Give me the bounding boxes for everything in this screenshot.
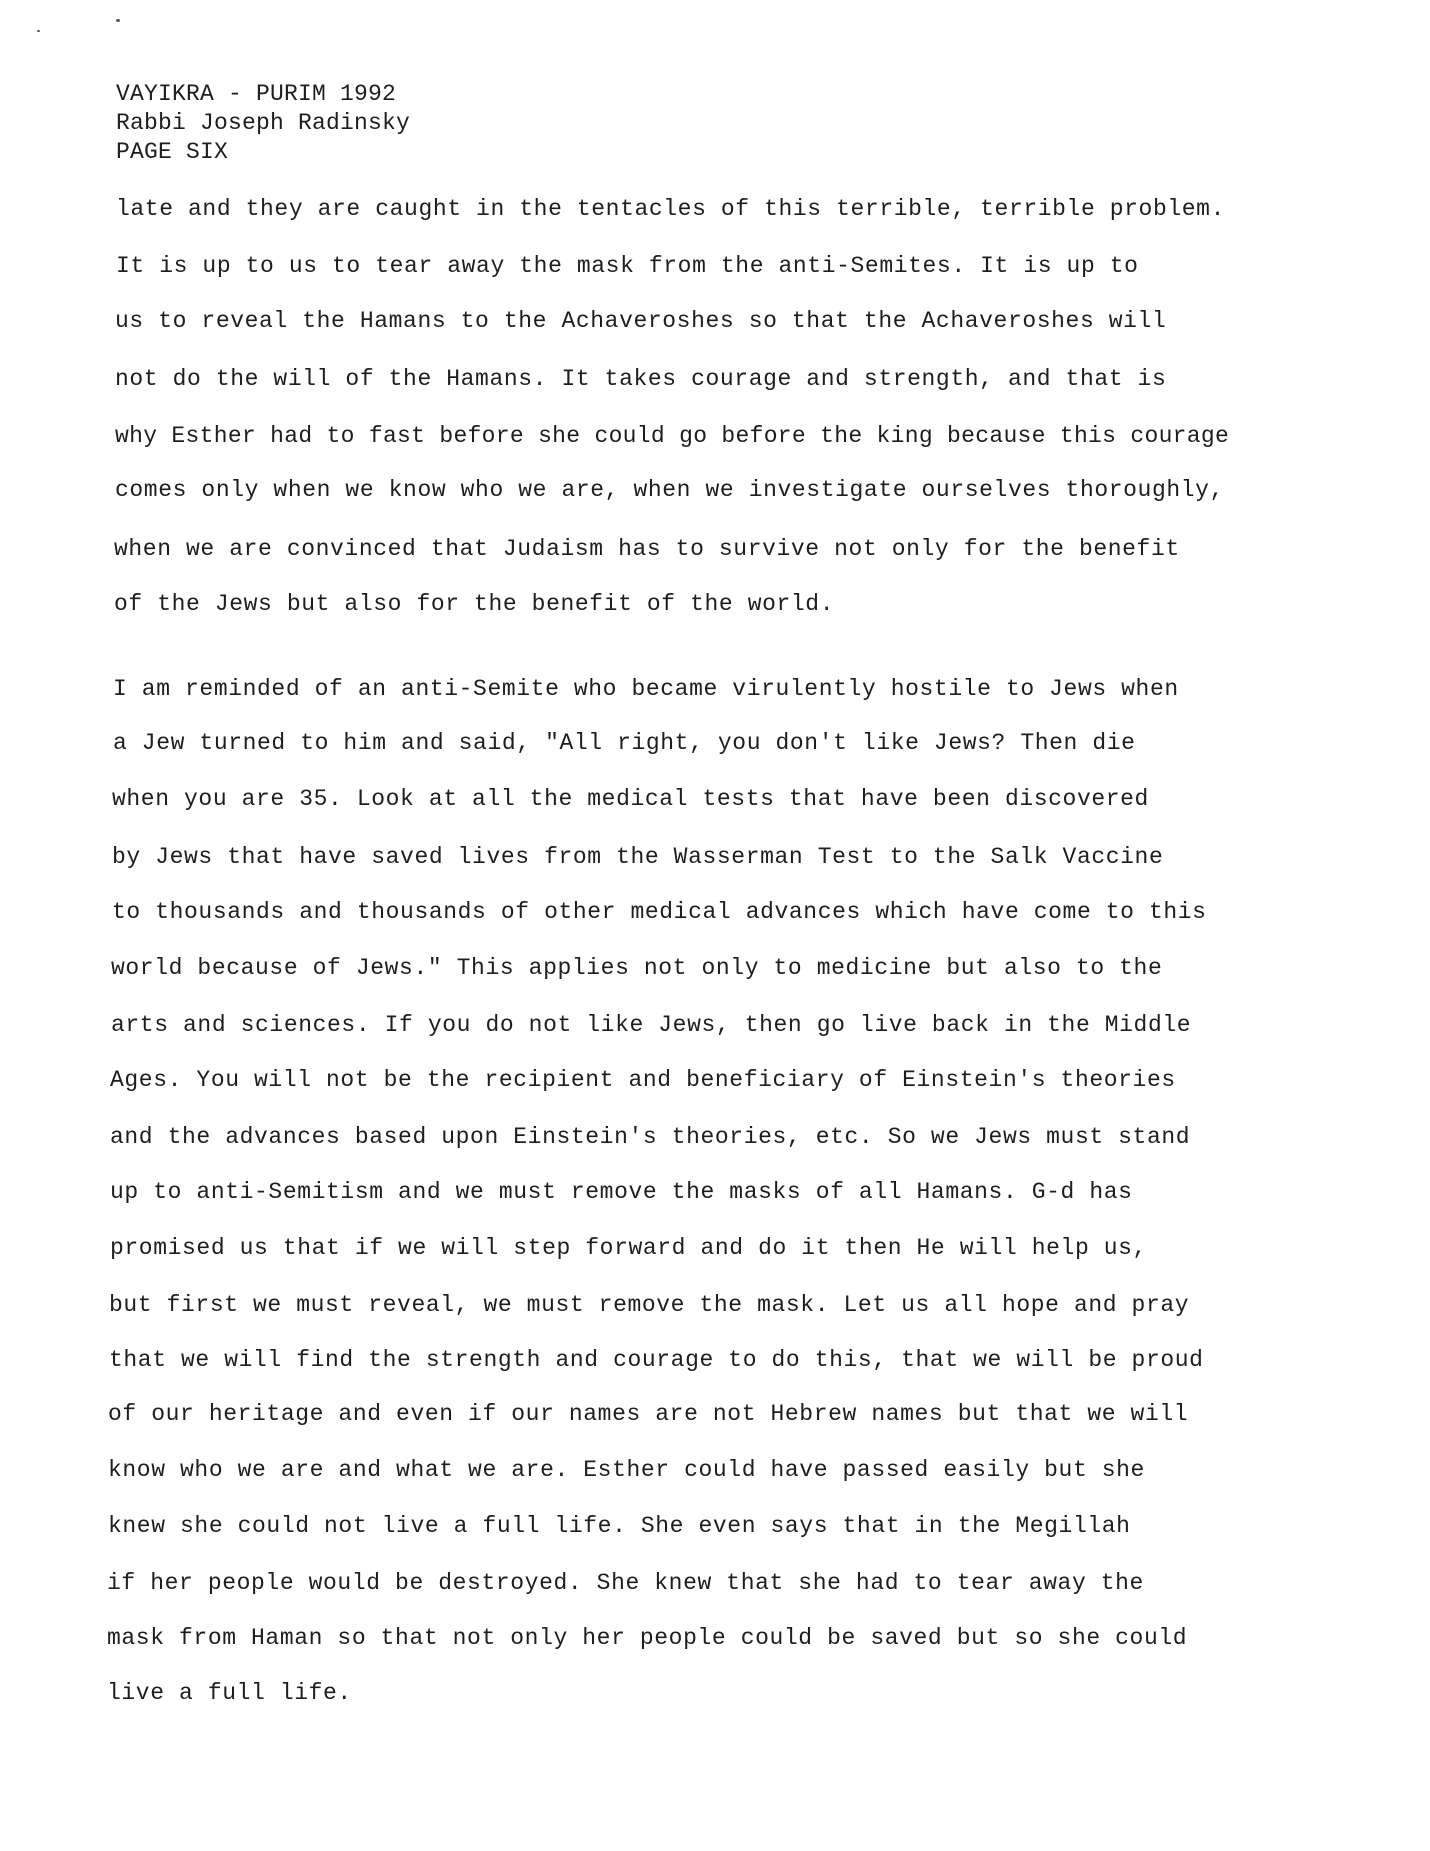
- text-line: that we will find the strength and courage to do this, that we will be proud: [109, 1347, 1204, 1373]
- text-line: not do the will of the Hamans. It takes courage and strength, and that is: [115, 366, 1167, 392]
- text-line: a Jew turned to him and said, "All right, you don't like Jews? Then die: [113, 730, 1136, 756]
- text-line: mask from Haman so that not only her people could be saved but so she could: [107, 1625, 1188, 1651]
- text-line: know who we are and what we are. Esther could have passed easily but she: [108, 1457, 1145, 1483]
- text-line: if her people would be destroyed. She knew that she had to tear away the: [107, 1570, 1144, 1596]
- text-line: but first we must reveal, we must remove the mask. Let us all hope and pray: [109, 1292, 1190, 1318]
- text-line: knew she could not live a full life. She even says that in the Megillah: [108, 1513, 1131, 1539]
- header-author: Rabbi Joseph Radinsky: [116, 110, 411, 136]
- scan-speck: [116, 19, 120, 22]
- header-title: VAYIKRA - PURIM 1992: [116, 81, 397, 107]
- text-line: of the Jews but also for the benefit of the world.: [114, 591, 835, 617]
- text-line: live a full life.: [107, 1680, 352, 1706]
- text-line: why Esther had to fast before she could go before the king because this courage: [115, 423, 1230, 449]
- text-line: us to reveal the Hamans to the Achaveroshes so that the Achaveroshes will: [115, 308, 1167, 334]
- text-line: world because of Jews." This applies not only to medicine but also to the: [111, 955, 1163, 981]
- text-line: It is up to us to tear away the mask from the anti-Semites. It is up to: [116, 253, 1139, 279]
- header-page-label: PAGE SIX: [116, 139, 229, 165]
- text-line: late and they are caught in the tentacles of this terrible, terrible problem.: [116, 196, 1225, 222]
- text-line: of our heritage and even if our names are not Hebrew names but that we will: [108, 1401, 1189, 1427]
- text-line: when we are convinced that Judaism has to survive not only for the benefit: [114, 536, 1180, 562]
- text-line: arts and sciences. If you do not like Jews, then go live back in the Middle: [111, 1012, 1192, 1038]
- text-line: promised us that if we will step forward and do it then He will help us,: [110, 1235, 1147, 1261]
- text-line: Ages. You will not be the recipient and beneficiary of Einstein's theories: [110, 1067, 1176, 1093]
- text-line: comes only when we know who we are, when we investigate ourselves thoroughly,: [115, 477, 1224, 503]
- scan-speck: [37, 30, 40, 32]
- text-line: and the advances based upon Einstein's theories, etc. So we Jews must stand: [110, 1124, 1191, 1150]
- text-line: by Jews that have saved lives from the Wasserman Test to the Salk Vaccine: [112, 844, 1164, 870]
- text-line: when you are 35. Look at all the medical tests that have been discovered: [112, 786, 1149, 812]
- text-line: to thousands and thousands of other medical advances which have come to this: [112, 899, 1207, 925]
- text-line: up to anti-Semitism and we must remove the masks of all Hamans. G-d has: [110, 1179, 1133, 1205]
- text-line: I am reminded of an anti-Semite who became virulently hostile to Jews when: [113, 676, 1179, 702]
- document-header: [116, 80, 410, 167]
